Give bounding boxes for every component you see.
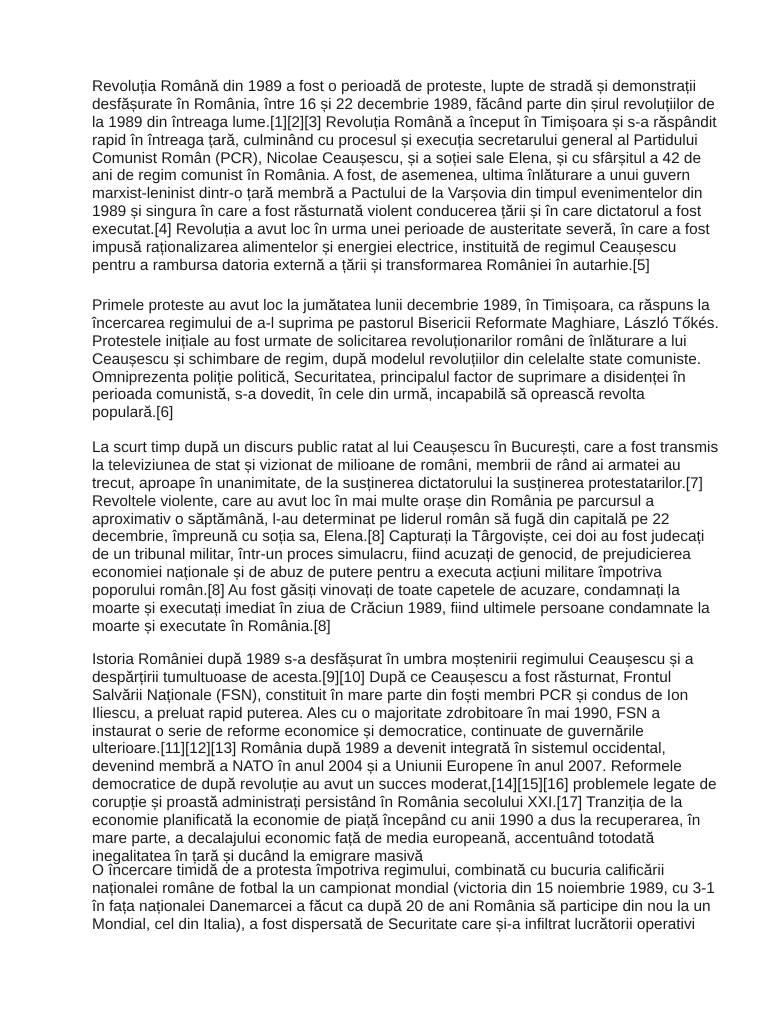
text-line: democratice de după revoluție au avut un succes moderat,[14][15][16] problemele legate de xyxy=(92,776,717,794)
text-line: perioada comunistă, s-a dovedit, în cele din urmă, incapabilă să oprească revolta xyxy=(92,386,645,404)
text-line: pentru a rambursa datoria externă a țării și transformarea României în autarhie.[5] xyxy=(92,256,650,274)
text-line: inegalitatea în țară și ducând la emigrare masivă xyxy=(92,847,424,865)
text-line: despărțirii tumultuoase de acesta.[9][10] După ce Ceaușescu a fost răsturnat, Frontul xyxy=(92,668,672,686)
text-line: Comunist Român (PCR), Nicolae Ceaușescu, și a soției sale Elena, și cu sfârșitul a 42 de xyxy=(92,149,702,167)
text-line: corupție și proastă administrați persistând în România secolului XXI.[17] Tranziția de la xyxy=(92,794,683,812)
text-line: decembrie, împreună cu soția sa, Elena.[8] Capturați la Târgoviște, cei doi au fost judecați xyxy=(92,528,705,546)
text-line: ani de regim comunist în România. A fost, de asemenea, ultima înlăturare a unui guvern xyxy=(92,167,691,185)
text-line: Mondial, cel din Italia), a fost dispersată de Securitate care și-a infiltrat lucrătorii operativi xyxy=(92,915,696,933)
text-line: aproximativ o săptămână, l-au determinat pe liderul român să fugă din capitală pe 22 xyxy=(92,510,670,528)
text-line: instaurat o serie de reforme economice și democratice, continuate de guvernările xyxy=(92,722,644,740)
text-line: naționalei române de fotbal la un campionat mondial (victoria din 15 noiembrie 1989, cu 3-1 xyxy=(92,879,715,897)
text-line: moarte și executați imediat în ziua de Crăciun 1989, fiind ultimele persoane condamnate la xyxy=(92,600,710,618)
text-line: Protestele inițiale au fost urmate de solicitarea revoluționarilor români de înlăturare a lui xyxy=(92,332,687,350)
text-line: O încercare timidă de a protesta împotriva regimului, combinată cu bucuria calificării xyxy=(92,862,665,879)
paragraph-first-protests xyxy=(92,297,719,422)
text-line: Istoria României după 1989 s-a desfășurat în umbra moștenirii regimului Ceaușescu și a xyxy=(92,651,694,668)
text-line: Omniprezenta poliție politică, Securitatea, principalul factor de suprimare a disidenței în xyxy=(92,368,686,386)
text-line: mare parte, a decalajului economic față de media europeană, accentuând totodată xyxy=(92,829,655,847)
text-line: devenind membră a NATO în anul 2004 și a Uniunii Europene în anul 2007. Reformele xyxy=(92,758,682,776)
text-line: poporului român.[8] Au fost găsiți vinovați de toate capetele de acuzare, condamnați la xyxy=(92,582,680,600)
text-line: la 1989 din întreaga lume.[1][2][3] Revoluția Română a început în Timișoara și s-a răspândit xyxy=(92,113,717,131)
text-line: încercarea regimului de a-l suprima pe pastorul Bisericii Reformate Maghiare, László Tőkés. xyxy=(92,314,719,332)
paragraph-revolution-overview xyxy=(92,78,717,275)
text-line: Revoltele violente, care au avut loc în mai multe orașe din România pe parcursul a xyxy=(92,492,655,510)
text-line: desfășurate în România, între 16 și 22 decembrie 1989, făcând parte din șirul revoluțiilor de xyxy=(92,95,715,113)
text-line: ulterioare.[11][12][13] România după 1989 a devenit integrată în sistemul occidental, xyxy=(92,740,666,758)
text-line: rapid în întreaga țară, culminând cu procesul și execuția secretarului general al Partidului xyxy=(92,131,698,149)
text-line: Iliescu, a preluat rapid puterea. Ales cu o majoritate zdrobitoare în mai 1990, FSN a xyxy=(92,704,661,722)
text-line: populară.[6] xyxy=(92,404,174,422)
text-line: impusă raționalizarea alimentelor și energiei electrice, instituită de regimul Ceaușescu xyxy=(92,239,677,257)
text-line: executat.[4] Revoluția a avut loc în urma unei perioade de austeritate severă, în care a fost xyxy=(92,221,710,239)
text-line: economie planificată la economie de piață începând cu anii 1990 a dus la recuperarea, în xyxy=(92,812,701,830)
text-line: de un tribunal militar, într-un proces simulacru, fiind acuzați de genocid, de prejudicierea xyxy=(92,546,691,564)
text-line: marxist-leninist dintr-o țară membră a Pactului de la Varșovia din timpul evenimentelor din xyxy=(92,185,703,203)
text-line: la televiziunea de stat și vizionat de milioane de români, membrii de rând ai armatei au xyxy=(92,456,681,474)
text-line: în fața naționalei Danemarcei a făcut ca după 20 de ani România să participe din nou la un xyxy=(92,897,711,915)
text-line: moarte și executate în România.[8] xyxy=(92,617,331,635)
text-line: Revoluția Română din 1989 a fost o perioadă de proteste, lupte de stradă și demonstrații xyxy=(92,78,697,95)
text-line: La scurt timp după un discurs public ratat al lui Ceaușescu în București, care a fost transmis xyxy=(92,439,719,456)
text-line: Ceaușescu și schimbare de regim, după modelul revoluțiilor din celelalte state comuniste. xyxy=(92,350,702,368)
text-line: economiei naționale și de abuz de putere pentru a executa acțiuni militare împotriva xyxy=(92,564,662,582)
text-line: 1989 și singura în care a fost răsturnată violent conducerea țării și în care dictatorul a fost xyxy=(92,203,702,221)
paragraph-post-1989-history xyxy=(92,651,717,866)
text-line: Primele proteste au avut loc la jumătatea lunii decembrie 1989, în Timișoara, ca răspuns la xyxy=(92,297,710,314)
paragraph-fall-and-execution xyxy=(92,439,719,636)
paragraph-football-protest xyxy=(92,862,715,934)
text-line: Salvării Naționale (FSN), constituit în mare parte din foști membri PCR și condus de Ion xyxy=(92,686,689,704)
text-line: trecut, aproape în unanimitate, de la susținerea dictatorului la susținerea protestatarilor.[7] xyxy=(92,474,703,492)
